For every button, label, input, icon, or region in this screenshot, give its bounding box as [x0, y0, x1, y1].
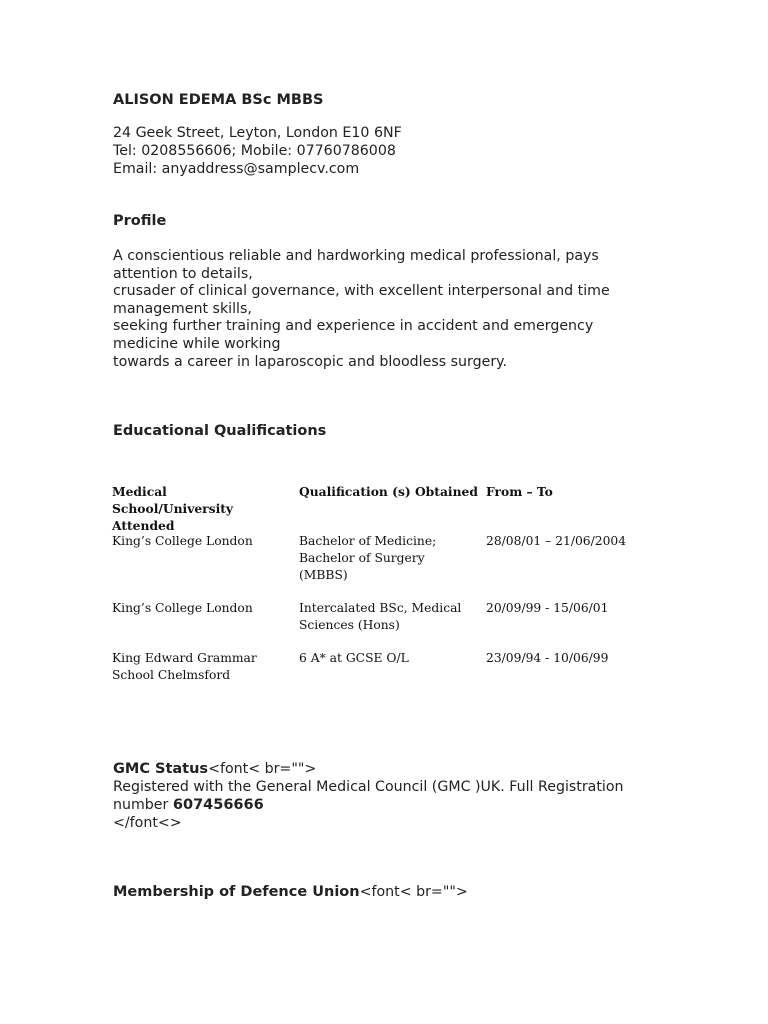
defence-heading: Membership of Defence Union	[113, 884, 360, 900]
column-header-dates: From – To	[486, 484, 553, 499]
stray-tag: </font<>	[113, 815, 182, 831]
profile-heading: Profile	[113, 213, 167, 229]
phone-numbers: Tel: 0208556606; Mobile: 07760786008	[113, 143, 396, 159]
table-cell-school: King’s College London	[112, 601, 253, 615]
profile-line: A conscientious reliable and hardworking medical professional, pays attention to details,	[113, 248, 599, 282]
table-cell-dates: 28/08/01 – 21/06/2004	[486, 534, 627, 548]
email: Email: anyaddress@samplecv.com	[113, 161, 360, 177]
table-cell-qualification: Bachelor of Medicine; Bachelor of Surgery (MBBS)	[299, 534, 437, 582]
table-cell-dates: 20/09/99 - 15/06/01	[486, 601, 609, 615]
profile-line: towards a career in laparoscopic and bloodless surgery.	[113, 353, 508, 370]
column-header-school: Medical School/University Attended	[112, 484, 234, 533]
cv-name: ALISON EDEMA BSc MBBS	[113, 92, 324, 108]
table-cell-qualification: 6 A* at GCSE O/L	[299, 651, 409, 665]
education-heading: Educational Qualifications	[113, 423, 327, 439]
gmc-text	[113, 778, 673, 814]
defence-heading-line	[113, 883, 468, 901]
stray-tag: <font< br="">	[208, 761, 317, 777]
gmc-heading: GMC Status	[113, 761, 209, 777]
gmc-registration-text: Registered with the General Medical Council (GMC )UK. Full Registration number	[113, 779, 624, 813]
table-cell-qualification: Intercalated BSc, Medical Sciences (Hons)	[299, 601, 462, 632]
profile-line: seeking further training and experience in accident and emergency medicine while working	[113, 318, 594, 352]
address: 24 Geek Street, Leyton, London E10 6NF	[113, 125, 402, 141]
stray-tag: <font< br="">	[359, 884, 468, 900]
profile-line: crusader of clinical governance, with excellent interpersonal and time management skills,	[113, 283, 610, 317]
profile-text	[113, 248, 653, 371]
table-cell-school: King’s College London	[112, 534, 253, 548]
gmc-number: 607456666	[172, 797, 264, 813]
gmc-heading-line	[113, 760, 316, 778]
column-header-qualification: Qualification (s) Obtained	[299, 484, 478, 499]
table-cell-dates: 23/09/94 - 10/06/99	[486, 651, 609, 665]
table-cell-school: King Edward Grammar School Chelmsford	[112, 651, 257, 682]
